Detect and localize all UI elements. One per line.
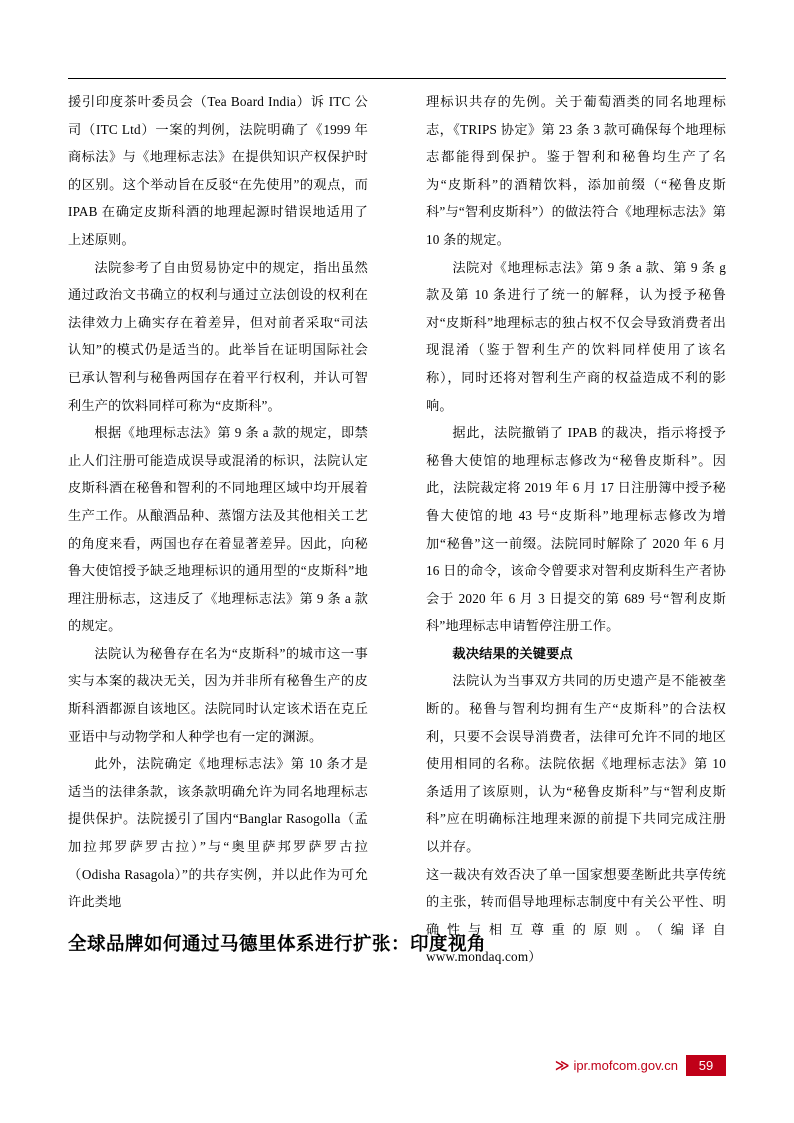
footer-url[interactable]: ipr.mofcom.gov.cn xyxy=(573,1057,678,1073)
paragraph: 援引印度茶叶委员会（Tea Board India）诉 ITC 公司（ITC Ltd）一案的判例，法院明确了《1999 年商标法》与《地理标志法》在提供知识产权保护时的区别。这个举动旨在反驳“在先使用”的观点，而 IPAB 在确定皮斯科酒的地理起源时错误地适用了上述原则。 xyxy=(68,94,368,247)
page-footer xyxy=(68,1054,726,1076)
double-chevron-right-icon: ≫ xyxy=(554,1057,568,1073)
paragraph: 这一裁决有效否决了单一国家想要垄断此共享传统的主张，转而倡导地理标志制度中有关公平性、明确性与相互尊重的原则。（编译自 www.mondaq.com） xyxy=(426,866,726,965)
paragraph: 法院认为秘鲁存在名为“皮斯科”的城市这一事实与本案的裁决无关，因为并非所有秘鲁生产的皮斯科酒都源自该地区。法院同时认定该术语在克丘亚语中与动物学和人种学也有一定的渊源。 xyxy=(68,645,368,744)
right-column xyxy=(426,88,726,971)
subheading: 裁决结果的关键要点 xyxy=(452,645,573,661)
footer-inner xyxy=(555,1054,726,1076)
page-number: 59 xyxy=(686,1055,726,1076)
paragraph: 理标识共存的先例。关于葡萄酒类的同名地理标志，《TRIPS 协定》第 23 条 3 款可确保每个地理标志都能得到保护。鉴于智利和秘鲁均生产了名为“皮斯科”的酒精饮料，添加前缀（“秘鲁皮斯科”与“智利皮斯科”）的做法符合《地理标志法》第 10 条的规定。 xyxy=(426,94,726,247)
paragraph: 根据《地理标志法》第 9 条 a 款的规定，即禁止人们注册可能造成误导或混淆的标识，法院认定皮斯科酒在秘鲁和智利的不同地理区域中均开展着生产工作。从酿酒品种、蒸馏方法及其他相关工艺的角度来看，两国也存在着显著差异。因此，向秘鲁大使馆授予缺乏地理标识的通用型的“皮斯科”地理注册标志，这违反了《地理标志法》第 9 条 a 款的规定。 xyxy=(68,425,368,634)
two-column-body xyxy=(68,88,726,971)
paragraph: 法院认为当事双方共同的历史遗产是不能被垄断的。秘鲁与智利均拥有生产“皮斯科”的合法权利，只要不会误导消费者，法律可允许不同的地区使用相同的名称。法院依据《地理标志法》第 10 条适用了该原则，认为“秘鲁皮斯科”与“智利皮斯科”应在明确标注地理来源的前提下共同完成注册以并存。 xyxy=(426,673,726,855)
paragraph: 据此，法院撤销了 IPAB 的裁决，指示将授予秘鲁大使馆的地理标志修改为“秘鲁皮斯科”。因此，法院裁定将 2019 年 6 月 17 日注册簿中授予秘鲁大使馆的地 43 号“皮斯科”地理标志修改为增加“秘鲁”这一前缀。法院同时解除了 2020 年 6 月 16 日的命令，该命令曾要求对智利皮斯科生产者协会于 2020 年 6 月 3 日提交的第 689 号“智利皮斯科”地理标志申请暂停注册工作。 xyxy=(426,425,726,634)
left-column xyxy=(68,88,368,971)
header-rule xyxy=(68,78,726,79)
paragraph: 法院参考了自由贸易协定中的规定，指出虽然通过政治文书确立的权利与通过立法创设的权利在法律效力上确实存在着差异，但对前者采取“司法认知”的模式仍是适当的。此举旨在证明国际社会已承认智利与秘鲁两国存在着平行权利，并认可智利生产的饮料同样可称为“皮斯科”。 xyxy=(68,259,368,413)
section-title: 全球品牌如何通过马德里体系进行扩张：印度视角 xyxy=(68,933,487,954)
paragraph: 此外，法院确定《地理标志法》第 10 条才是适当的法律条款，该条款明确允许为同名地理标志提供保护。法院援引了国内“Banglar Rasogolla（孟加拉邦罗萨罗古拉）”与“奥里萨邦罗萨罗古拉（Odisha Rasagola）”的共存实例，并以此作为可允许此类地 xyxy=(68,756,368,910)
paragraph: 法院对《地理标志法》第 9 条 a 款、第 9 条 g 款及第 10 条进行了统一的解释，认为授予秘鲁对“皮斯科”地理标志的独占权不仅会导致消费者出现混淆（鉴于智利生产的饮料同样使用了该名称），同时还将对智利生产商的权益造成不利的影响。 xyxy=(426,259,726,413)
